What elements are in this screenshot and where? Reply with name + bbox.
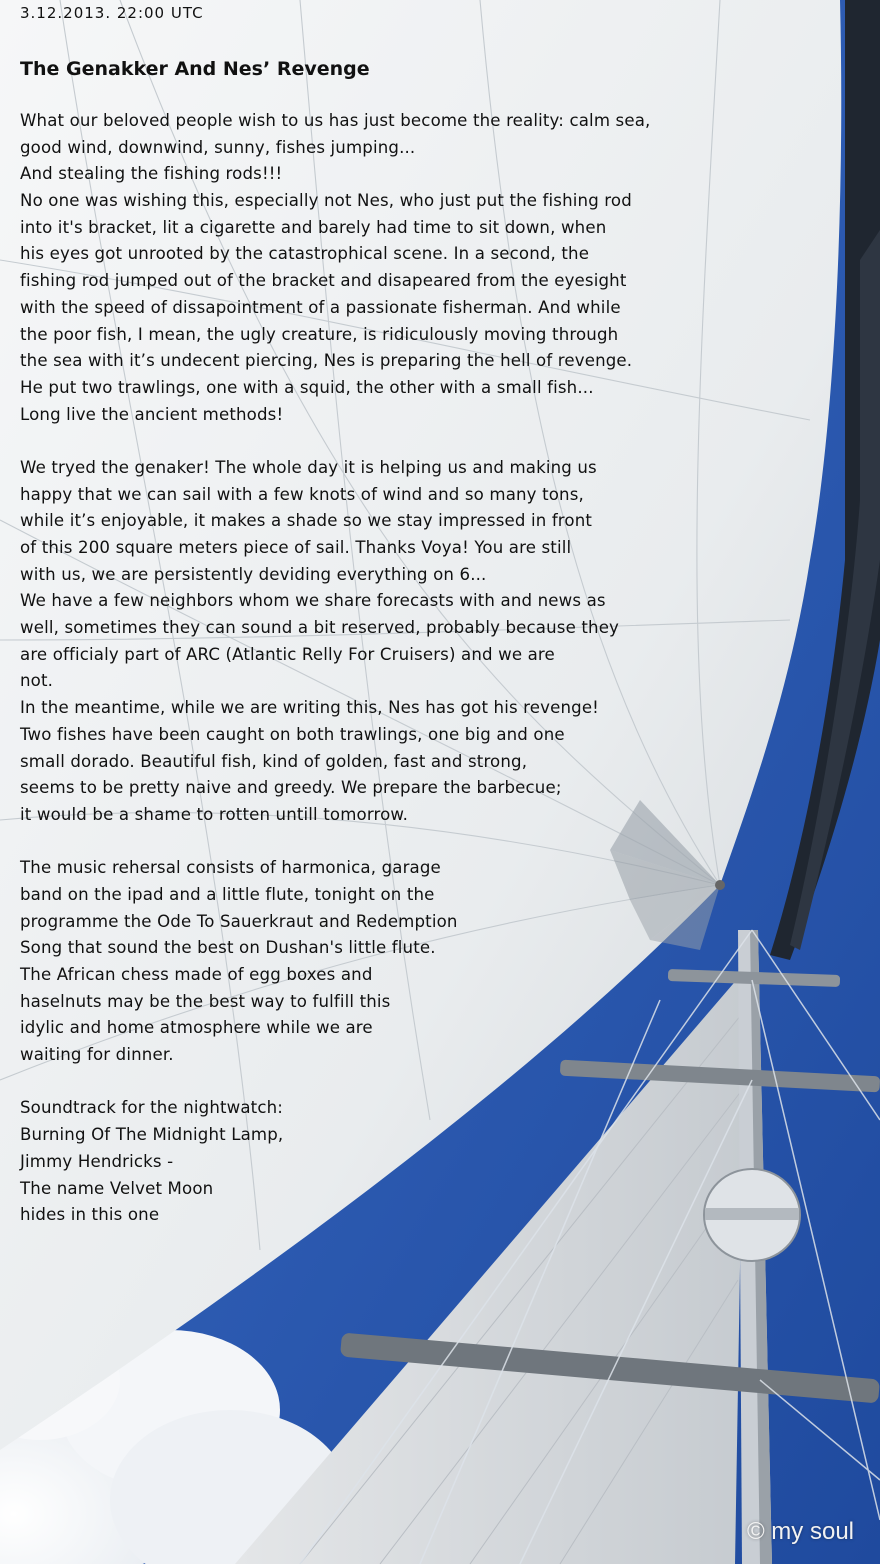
post-line: And stealing the fishing rods!!! [20,164,283,184]
post-line: band on the ipad and a little flute, tonight on the [20,884,435,904]
post-body [20,108,650,1229]
post-line: are officialy part of ARC (Atlantic Relly For Cruisers) and we are [20,644,555,664]
post-line: into it's bracket, lit a cigarette and barely had time to sit down, when [20,217,607,237]
post-line: seems to be pretty naive and greedy. We prepare the barbecue; [20,778,562,798]
post-line: In the meantime, while we are writing this, Nes has got his revenge! [20,698,599,718]
post-line: the sea with it’s undecent piercing, Nes is preparing the hell of revenge. [20,351,633,371]
post-line: well, sometimes they can sound a bit reserved, probably because they [20,618,620,638]
post-line: good wind, downwind, sunny, fishes jumping... [20,137,416,157]
post-line: small dorado. Beautiful fish, kind of golden, fast and strong, [20,751,528,771]
post-line: Jimmy Hendricks - [20,1151,174,1171]
post-line: with us, we are persistently deviding everything on 6... [20,564,487,584]
post-line: haselnuts may be the best way to fulfill this [20,991,391,1011]
radar-dome [704,1169,800,1261]
post-line: with the speed of dissapointment of a passionate fisherman. And while [20,297,621,317]
post-line [20,829,650,856]
post-line: The name Velvet Moon [20,1178,214,1198]
post-line: Long live the ancient methods! [20,404,284,424]
post-line: idylic and home atmosphere while we are [20,1018,373,1038]
post-line: We tryed the genaker! The whole day it is helping us and making us [20,457,597,477]
post-line: Two fishes have been caught on both trawlings, one big and one [20,724,565,744]
post-line [20,428,650,455]
copyright-watermark: © my soul [746,1518,854,1545]
post-line: of this 200 square meters piece of sail. Thanks Voya! You are still [20,538,572,557]
post-line: not. [20,671,54,691]
post-line: it would be a shame to rotten untill tomorrow. [20,804,409,824]
post-line: hides in this one [20,1205,160,1225]
post-date: 3.12.2013. 22:00 UTC [20,4,204,22]
post-line: Song that sound the best on Dushan's little flute. [20,938,436,958]
post-line [20,1069,650,1096]
post-line: Burning Of The Midnight Lamp, [20,1125,284,1145]
post-line: waiting for dinner. [20,1045,174,1065]
post-line: while it’s enjoyable, it makes a shade so we stay impressed in front [20,511,593,531]
post-line: No one was wishing this, especially not Nes, who just put the fishing rod [20,191,632,211]
post-title: The Genakker And Nes’ Revenge [20,58,370,80]
post-line: He put two trawlings, one with a squid, the other with a small fish... [20,377,594,397]
post-line: What our beloved people wish to us has just become the reality: calm sea, [20,111,651,130]
post-line: happy that we can sail with a few knots of wind and so many tons, [20,484,584,504]
post-line: fishing rod jumped out of the bracket and disapeared from the eyesight [20,271,627,291]
post-line: his eyes got unrooted by the catastrophical scene. In a second, the [20,244,590,264]
post-line: The music rehersal consists of harmonica, garage [20,858,441,878]
post-line: Soundtrack for the nightwatch: [20,1098,284,1118]
post-line: programme the Ode To Sauerkraut and Redemption [20,911,458,931]
post-line: the poor fish, I mean, the ugly creature, is ridiculously moving through [20,324,619,344]
post-line: The African chess made of egg boxes and [20,965,373,984]
post-line: We have a few neighbors whom we share forecasts with and news as [20,591,606,611]
